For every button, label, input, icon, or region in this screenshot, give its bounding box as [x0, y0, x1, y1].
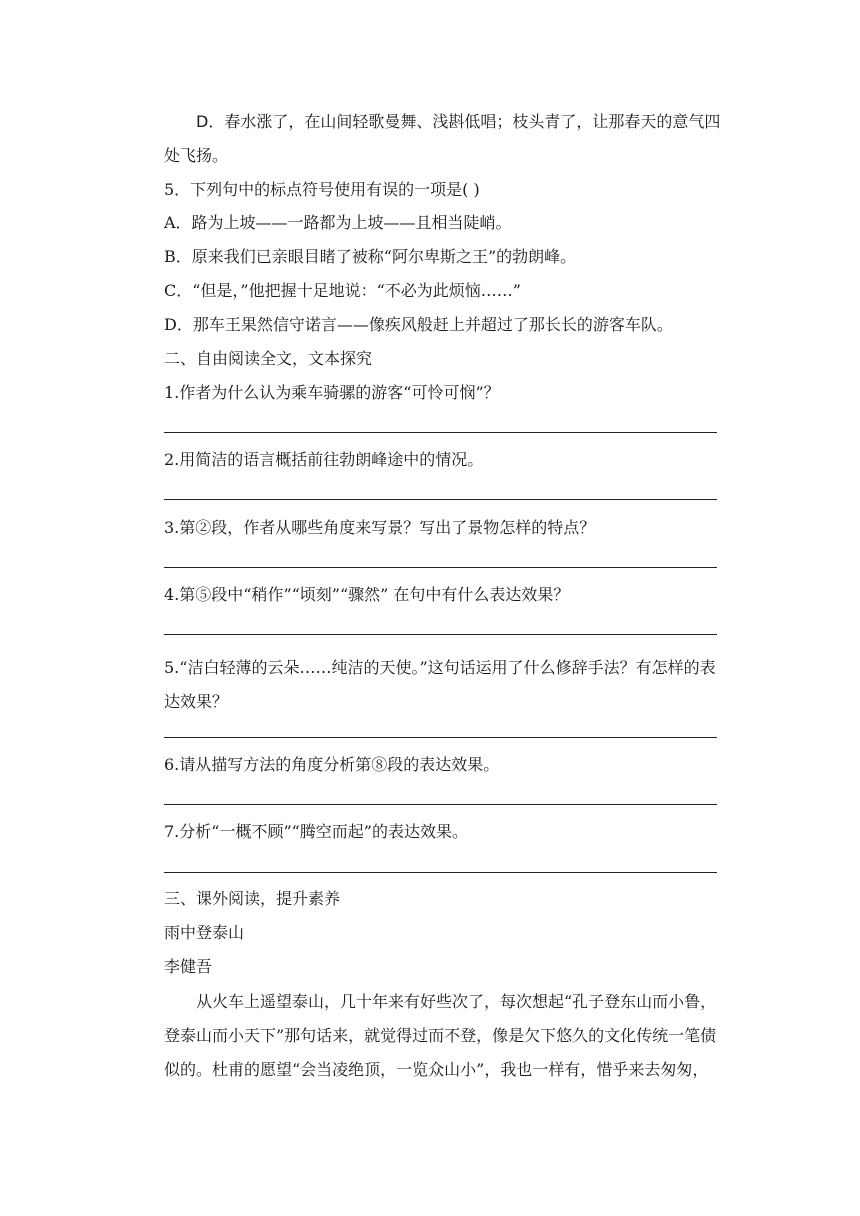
answer-line-6[interactable]	[164, 804, 717, 805]
article-paragraph: 从火车上遥望泰山，几十年来有好些次了，每次想起“孔子登东山而小鲁，登泰山而小天下”那句话来，就觉得过而不登，像是欠下悠久的文化传统一笔债似的。杜甫的愿望“会当凌绝顶，一览众山小”，我也一样有，惜乎来去匆匆，	[164, 992, 717, 1079]
q5-stem: 5．下列句中的标点符号使用有误的一项是( )	[164, 180, 480, 199]
answer-line-5[interactable]	[164, 737, 717, 738]
question-5: 5.“洁白轻薄的云朵……纯洁的天使。”这句话运用了什么修辞手法？有怎样的表达效果？	[164, 658, 716, 711]
option-label: D．	[196, 112, 225, 131]
question-1: 1.作者为什么认为乘车骑骡的游客“可怜可悯”？	[164, 383, 500, 402]
answer-line-3[interactable]	[164, 567, 717, 568]
answer-line-2[interactable]	[164, 499, 717, 500]
q5-option-a: A．路为上坡——一路都为上坡——且相当陡峭。	[164, 213, 512, 232]
question-7: 7.分析“一概不顾”“腾空而起”的表达效果。	[164, 822, 468, 841]
article-title: 雨中登泰山	[164, 923, 245, 942]
q5-option-b: B．原来我们已亲眼目睹了被称“阿尔卑斯之王”的勃朗峰。	[164, 247, 577, 266]
question-3: 3.第②段，作者从哪些角度来写景？写出了景物怎样的特点？	[164, 518, 596, 537]
answer-line-7[interactable]	[164, 872, 717, 873]
question-6: 6.请从描写方法的角度分析第⑧段的表达效果。	[164, 755, 500, 774]
q4-option-d	[164, 105, 724, 173]
answer-line-1[interactable]	[164, 432, 717, 433]
section3-heading: 三、课外阅读，提升素养	[164, 889, 341, 908]
option-text: 春水涨了，在山间轻歌曼舞、浅斟低唱；枝头青了，让那春天的意气四处飞扬。	[164, 112, 721, 165]
article-author: 李健吾	[164, 957, 213, 976]
question-2: 2.用简洁的语言概括前往勃朗峰途中的情况。	[164, 450, 484, 469]
q5-option-c: C．“但是，”他把握十足地说：“不必为此烦恼……”	[164, 281, 521, 300]
section2-heading: 二、自由阅读全文，文本探究	[164, 349, 373, 368]
q5-option-d: D．那车王果然信守诺言——像疾风般赶上并超过了那长长的游客车队。	[164, 315, 673, 334]
question-4: 4.第⑤段中“稍作”“顷刻”“骤然” 在句中有什么表达效果？	[164, 585, 570, 604]
answer-line-4[interactable]	[164, 634, 717, 635]
